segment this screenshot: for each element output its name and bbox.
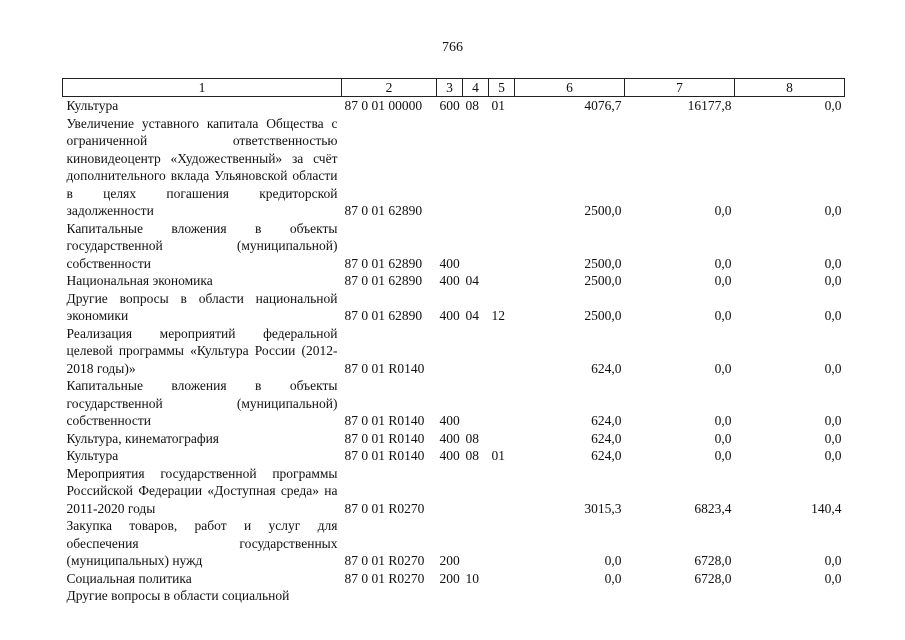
row-expense-type bbox=[437, 587, 463, 605]
row-value-6: 624,0 bbox=[591, 413, 622, 428]
table-row bbox=[63, 430, 845, 448]
row-section bbox=[463, 377, 489, 430]
row-target-code: 87 0 01 62890 bbox=[344, 273, 423, 288]
row-subsection bbox=[489, 377, 515, 430]
row-subsection: 01 bbox=[491, 448, 505, 463]
row-expense-type: 400 bbox=[439, 308, 460, 323]
row-target-code: 87 0 01 R0270 bbox=[344, 553, 425, 568]
row-name: Другие вопросы в области социальной bbox=[66, 588, 290, 603]
table-row bbox=[63, 272, 845, 290]
row-value-6: 624,0 bbox=[591, 448, 622, 463]
row-expense-type: 200 bbox=[439, 553, 460, 568]
row-name: Капитальные вложения в объекты государственной (муниципальной) собственности bbox=[66, 378, 338, 428]
row-value-8: 140,4 bbox=[811, 500, 842, 516]
row-subsection bbox=[489, 465, 515, 518]
row-section bbox=[463, 465, 489, 518]
row-name: Культура bbox=[66, 448, 119, 463]
column-header-8: 8 bbox=[735, 79, 845, 97]
row-value-6: 624,0 bbox=[591, 360, 622, 376]
row-target-code bbox=[342, 587, 437, 605]
row-name: Национальная экономика bbox=[66, 273, 213, 288]
row-section bbox=[463, 517, 489, 570]
row-value-6: 0,0 bbox=[604, 570, 622, 586]
row-value-7: 0,0 bbox=[714, 430, 732, 446]
row-value-7: 0,0 bbox=[714, 448, 732, 463]
row-name: Социальная политика bbox=[66, 570, 192, 586]
row-target-code: 87 0 01 R0140 bbox=[344, 430, 425, 446]
row-value-7: 0,0 bbox=[714, 360, 732, 376]
row-section bbox=[463, 220, 489, 273]
row-target-code: 87 0 01 R0270 bbox=[344, 570, 425, 586]
row-value-7: 0,0 bbox=[714, 203, 732, 218]
row-section: 04 bbox=[465, 308, 479, 323]
row-expense-type: 400 bbox=[439, 448, 460, 463]
row-name: Другие вопросы в области национальной экономики bbox=[66, 290, 338, 323]
row-expense-type: 200 bbox=[439, 570, 460, 586]
row-value-7: 6823,4 bbox=[694, 500, 732, 516]
row-value-8: 0,0 bbox=[824, 273, 842, 288]
budget-table bbox=[62, 78, 845, 605]
row-value-8: 0,0 bbox=[824, 570, 842, 586]
column-header-5: 5 bbox=[489, 79, 515, 97]
row-value-6 bbox=[515, 587, 625, 605]
row-value-6: 4076,7 bbox=[584, 98, 622, 113]
row-value-8: 0,0 bbox=[824, 553, 842, 568]
row-value-8: 0,0 bbox=[824, 430, 842, 446]
row-expense-type: 400 bbox=[439, 413, 460, 428]
row-target-code: 87 0 01 62890 bbox=[344, 308, 423, 323]
row-section: 04 bbox=[465, 273, 479, 288]
row-target-code: 87 0 01 00000 bbox=[344, 98, 423, 113]
table-row bbox=[63, 325, 845, 378]
row-section: 10 bbox=[465, 570, 479, 586]
row-subsection bbox=[489, 272, 515, 290]
row-value-8: 0,0 bbox=[824, 203, 842, 218]
row-value-6: 2500,0 bbox=[584, 203, 622, 218]
row-value-8: 0,0 bbox=[824, 360, 842, 376]
page-number: 766 bbox=[442, 40, 463, 55]
row-section bbox=[463, 587, 489, 605]
row-value-8: 0,0 bbox=[824, 308, 842, 323]
row-subsection bbox=[489, 325, 515, 378]
row-value-8: 0,0 bbox=[824, 413, 842, 428]
table-body bbox=[63, 97, 845, 605]
row-value-7: 0,0 bbox=[714, 413, 732, 428]
row-subsection bbox=[489, 517, 515, 570]
row-subsection: 12 bbox=[491, 308, 505, 323]
row-value-7 bbox=[625, 587, 735, 605]
row-name: Культура, кинематография bbox=[66, 430, 220, 446]
row-section: 08 bbox=[465, 98, 479, 113]
table-header bbox=[63, 79, 845, 97]
column-header-2: 2 bbox=[342, 79, 437, 97]
row-name: Мероприятия государственной программы Российской Федерации «Доступная среда» на 2011-2020 годы bbox=[66, 465, 338, 516]
column-header-4: 4 bbox=[463, 79, 489, 97]
row-value-8 bbox=[735, 587, 845, 605]
row-value-8: 0,0 bbox=[824, 98, 842, 113]
row-expense-type: 400 bbox=[439, 273, 460, 288]
row-section: 08 bbox=[465, 430, 479, 446]
row-expense-type: 600 bbox=[439, 98, 460, 113]
row-expense-type: 400 bbox=[439, 255, 460, 271]
row-section bbox=[463, 325, 489, 378]
row-name: Увеличение уставного капитала Общества с ограниченной ответственностью киновидеоцентр «Художественный» за счёт дополнительного вклада Ульяновской области в целях погашения кредиторской задолженности bbox=[66, 115, 338, 218]
row-subsection bbox=[489, 570, 515, 588]
row-expense-type: 400 bbox=[439, 430, 460, 446]
column-header-7: 7 bbox=[625, 79, 735, 97]
row-value-6: 2500,0 bbox=[584, 255, 622, 271]
row-expense-type bbox=[437, 465, 463, 518]
column-header-1: 1 bbox=[63, 79, 342, 97]
row-subsection: 01 bbox=[491, 98, 505, 113]
table-row bbox=[63, 290, 845, 325]
row-value-6: 3015,3 bbox=[584, 500, 622, 516]
column-header-6: 6 bbox=[515, 79, 625, 97]
table-row bbox=[63, 220, 845, 273]
table-row bbox=[63, 115, 845, 220]
row-name: Культура bbox=[66, 98, 119, 113]
row-target-code: 87 0 01 R0140 bbox=[344, 360, 425, 376]
row-subsection bbox=[489, 220, 515, 273]
row-value-7: 6728,0 bbox=[694, 570, 732, 586]
row-value-6: 624,0 bbox=[591, 430, 622, 446]
row-section bbox=[463, 115, 489, 220]
row-subsection bbox=[489, 587, 515, 605]
row-value-6: 2500,0 bbox=[584, 273, 622, 288]
row-subsection bbox=[489, 430, 515, 448]
row-target-code: 87 0 01 62890 bbox=[344, 203, 423, 218]
row-target-code: 87 0 01 R0140 bbox=[344, 448, 425, 463]
table-row bbox=[63, 377, 845, 430]
row-name: Реализация мероприятий федеральной целевой программы «Культура России (2012-2018 годы)» bbox=[66, 325, 338, 376]
row-value-6: 2500,0 bbox=[584, 308, 622, 323]
row-section: 08 bbox=[465, 448, 479, 463]
table-row bbox=[63, 517, 845, 570]
row-value-8: 0,0 bbox=[824, 255, 842, 271]
row-name: Капитальные вложения в объекты государственной (муниципальной) собственности bbox=[66, 220, 338, 271]
table-row bbox=[63, 465, 845, 518]
row-value-7: 6728,0 bbox=[694, 553, 732, 568]
row-value-7: 0,0 bbox=[714, 255, 732, 271]
row-value-7: 0,0 bbox=[714, 273, 732, 288]
table-row bbox=[63, 447, 845, 465]
row-value-7: 0,0 bbox=[714, 308, 732, 323]
row-subsection bbox=[489, 115, 515, 220]
row-value-8: 0,0 bbox=[824, 448, 842, 463]
row-name: Закупка товаров, работ и услуг для обеспечения государственных (муниципальных) нужд bbox=[66, 518, 338, 568]
row-expense-type bbox=[437, 325, 463, 378]
row-expense-type bbox=[437, 115, 463, 220]
row-target-code: 87 0 01 R0140 bbox=[344, 413, 425, 428]
row-value-7: 16177,8 bbox=[687, 98, 732, 113]
table-row bbox=[63, 97, 845, 115]
table-row bbox=[63, 587, 845, 605]
row-value-6: 0,0 bbox=[604, 553, 622, 568]
column-header-3: 3 bbox=[437, 79, 463, 97]
row-target-code: 87 0 01 R0270 bbox=[344, 500, 425, 516]
row-target-code: 87 0 01 62890 bbox=[344, 255, 423, 271]
header-row bbox=[63, 79, 845, 97]
table-row bbox=[63, 570, 845, 588]
